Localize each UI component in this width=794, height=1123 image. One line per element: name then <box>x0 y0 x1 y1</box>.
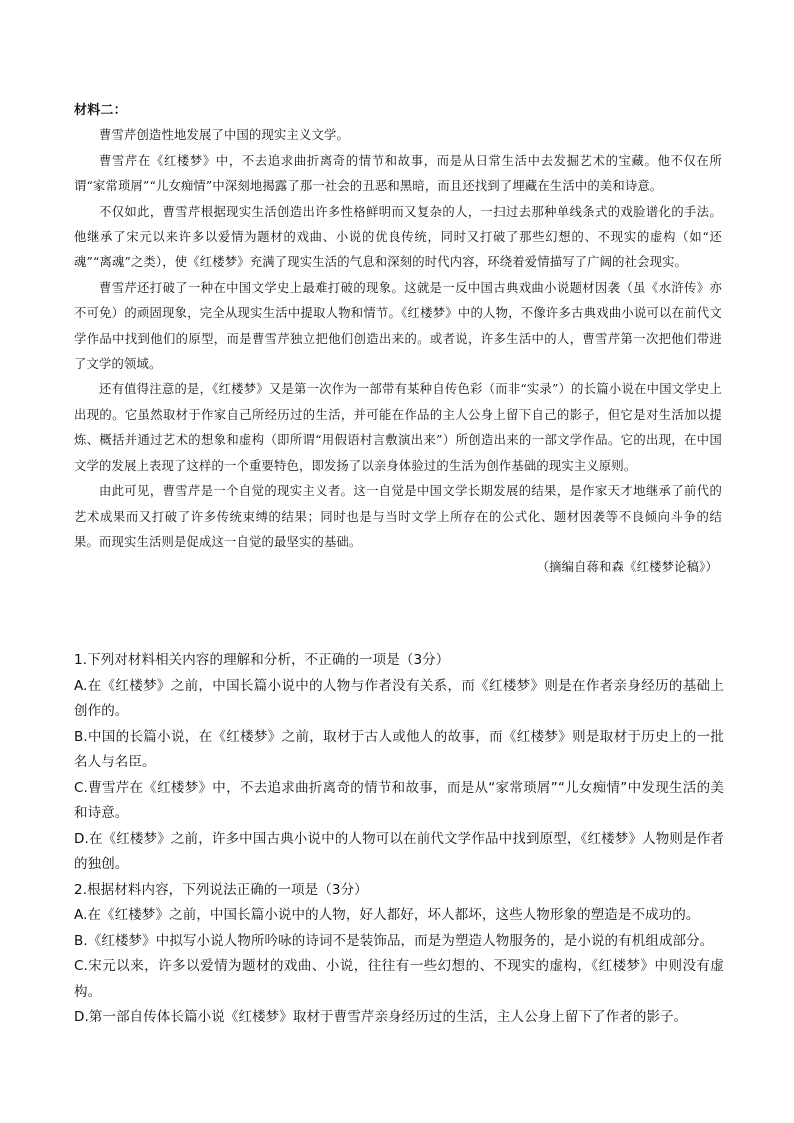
option-d: D.第一部自传体长篇小说《红楼梦》取材于曹雪芹亲身经历过的生活，主人公身上留下了作者的影子。 <box>74 1009 688 1025</box>
material-paragraph-5: 还有值得注意的是，《红楼梦》又是第一次作为一部带有某种自传色彩（而非“实录”）的长篇小说在中国文学史上出现的。它虽然取材于作家自己所经历过的生活，并可能在作品的主人公身上留下自己的影子，但它是对生活加以提炼、概括并通过艺术的想象和虚构（即所谓“用假语村言敷演出来”）所创造出来的一部文学作品。它的出现，在中国文学的发展上表现了这样的一个重要特色，即发扬了以亲身体验过的生活为创作基础的现实主义原则。 <box>74 382 722 473</box>
material-paragraph-3: 不仅如此，曹雪芹根据现实生活创造出许多性格鲜明而又复杂的人，一扫过去那种单线条式的戏脸谱化的手法。他继承了宋元以来许多以爱情为题材的戏曲、小说的优良传统，同时又打破了那些幻想的、不现实的虚构（如“还魂”“离魂”之类），使《红楼梦》充满了现实生活的气息和深刻的时代内容，环绕着爱情描写了广阔的社会现实。 <box>74 204 722 270</box>
question-stem: 1.下列对材料相关内容的理解和分析，不正确的一项是（3分） <box>74 652 450 668</box>
material-paragraph-6: 由此可见，曹雪芹是一个自觉的现实主义者。这一自觉是中国文学长期发展的结果，是作家天才地继承了前代的艺术成果而又打破了许多传统束缚的结果；同时也是与当时文学上所存在的公式化、题材因袭等不良倾向斗争的结果。而现实生活则是促成这一自觉的最坚实的基础。 <box>74 484 722 549</box>
option-b: B.中国的长篇小说，在《红楼梦》之前，取材于古人或他人的故事，而《红楼梦》则是取材于历史上的一批名人与名臣。 <box>74 728 724 770</box>
material-paragraph-1: 曹雪芹创造性地发展了中国的现实主义文学。 <box>99 128 349 143</box>
option-a: A.在《红楼梦》之前，中国长篇小说中的人物，好人都好，坏人都坏，这些人物形象的塑造是不成功的。 <box>74 907 700 923</box>
question-2 <box>74 878 724 1031</box>
material-source: （摘编自蒋和森《红楼梦论稿》） <box>536 560 718 575</box>
material-paragraph-2: 曹雪芹在《红楼梦》中，不去追求曲折离奇的情节和故事，而是从日常生活中去发掘艺术的宝藏。他不仅在所谓“家常琐屑”“儿女痴情”中深刻地揭露了那一社会的丑恶和黑暗，而且还找到了埋藏在生活中的美和诗意。 <box>74 153 722 194</box>
question-list <box>74 648 724 1031</box>
question-1 <box>74 648 724 878</box>
option-c: C.曹雪芹在《红楼梦》中，不去追求曲折离奇的情节和故事，而是从“家常琐屑”“儿女痴情”中发现生活的美和诗意。 <box>74 779 724 821</box>
option-c: C.宋元以来，许多以爱情为题材的戏曲、小说，往往有一些幻想的、不现实的虚构，《红楼梦》中则没有虚构。 <box>74 958 724 1000</box>
reading-material <box>74 98 722 581</box>
material-paragraph-4: 曹雪芹还打破了一种在中国文学史上最难打破的现象。这就是一反中国古典戏曲小说题材因袭（虽《水浒传》亦不可免）的顽固现象，完全从现实生活中提取人物和情节。《红楼梦》中的人物，不像许多古典戏曲小说可以在前代文学作品中找到他们的原型，而是曹雪芹独立把他们创造出来的。或者说，许多生活中的人，曹雪芹第一次把他们带进了文学的领域。 <box>74 280 722 372</box>
option-a: A.在《红楼梦》之前，中国长篇小说中的人物与作者没有关系，而《红楼梦》则是在作者亲身经历的基础上创作的。 <box>74 677 724 719</box>
option-b: B.《红楼梦》中拟写小说人物所吟咏的诗词不是装饰品，而是为塑造人物服务的，是小说的有机组成部分。 <box>74 932 714 949</box>
material-title: 材料二： <box>74 103 127 118</box>
option-d: D.在《红楼梦》之前，许多中国古典小说中的人物可以在前代文学作品中找到原型，《红楼梦》人物则是作者的独创。 <box>74 830 724 872</box>
question-stem: 2.根据材料内容，下列说法正确的一项是（3分） <box>74 881 368 898</box>
